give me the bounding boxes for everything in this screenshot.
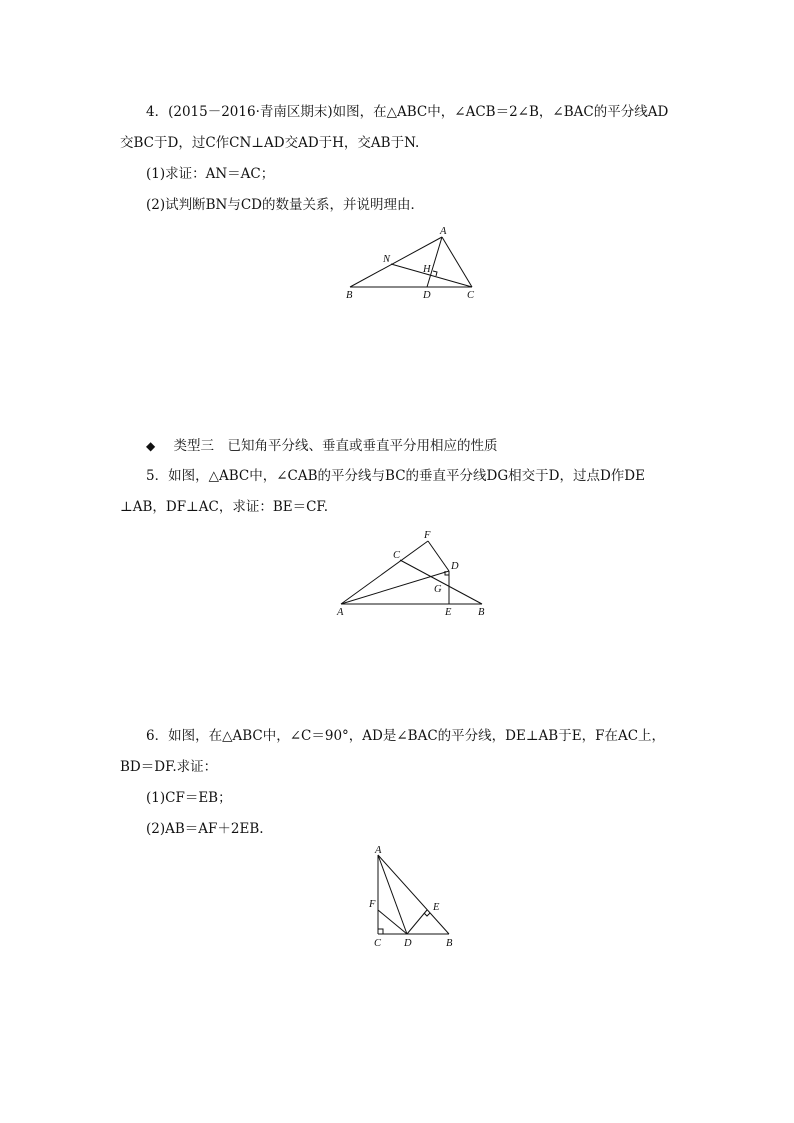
label-N: N xyxy=(383,254,391,265)
label-B: B xyxy=(446,938,453,949)
problem6-part2: (2)AB＝AF＋2EB. xyxy=(146,821,264,837)
right-angle-mark-C xyxy=(378,929,383,934)
label-D: D xyxy=(451,561,459,572)
problem4-part1: (1)求证：AN＝AC； xyxy=(146,166,275,182)
bullet-icon: ◆ xyxy=(146,439,156,453)
section3-title: 类型三 已知角平分线、垂直或垂直平分用相应的性质 xyxy=(173,438,498,454)
label-C: C xyxy=(393,550,401,561)
label-E: E xyxy=(433,902,440,913)
problem4-line2: 交BC于D，过C作CN⊥AD交AD于H，交AB于N. xyxy=(120,135,420,151)
label-A: A xyxy=(337,607,344,618)
problem4-line1: 4．(2015－2016·青南区期末)如图，在△ABC中，∠ACB＝2∠B，∠BAC的平分线AD xyxy=(146,104,669,120)
problem6-line1: 6．如图，在△ABC中，∠C＝90°，AD是∠BAC的平分线，DE⊥AB于E，F在AC上， xyxy=(146,728,666,744)
problem5-line1: 5．如图，△ABC中，∠CAB的平分线与BC的垂直平分线DG相交于D，过点D作DE xyxy=(146,468,645,484)
label-B: B xyxy=(478,607,485,618)
label-D: D xyxy=(423,290,431,301)
label-C: C xyxy=(467,290,475,301)
problem4-part2: (2)试判断BN与CD的数量关系，并说明理由． xyxy=(146,197,425,213)
label-E: E xyxy=(445,607,452,618)
segment-AB xyxy=(378,855,449,934)
label-G: G xyxy=(434,584,442,595)
label-A: A xyxy=(440,226,447,237)
label-C: C xyxy=(374,938,382,949)
problem6-part1: (1)CF＝EB； xyxy=(146,790,232,806)
label-D: D xyxy=(404,938,412,949)
label-F: F xyxy=(369,899,376,910)
label-B: B xyxy=(346,290,353,301)
problem5-line2: ⊥AB，DF⊥AC，求证：BE＝CF. xyxy=(120,499,328,515)
label-F: F xyxy=(424,530,431,541)
problem6-line2: BD＝DF.求证： xyxy=(120,759,218,775)
label-H: H xyxy=(423,264,431,275)
right-angle-mark-E xyxy=(424,913,430,916)
label-A: A xyxy=(375,845,382,856)
